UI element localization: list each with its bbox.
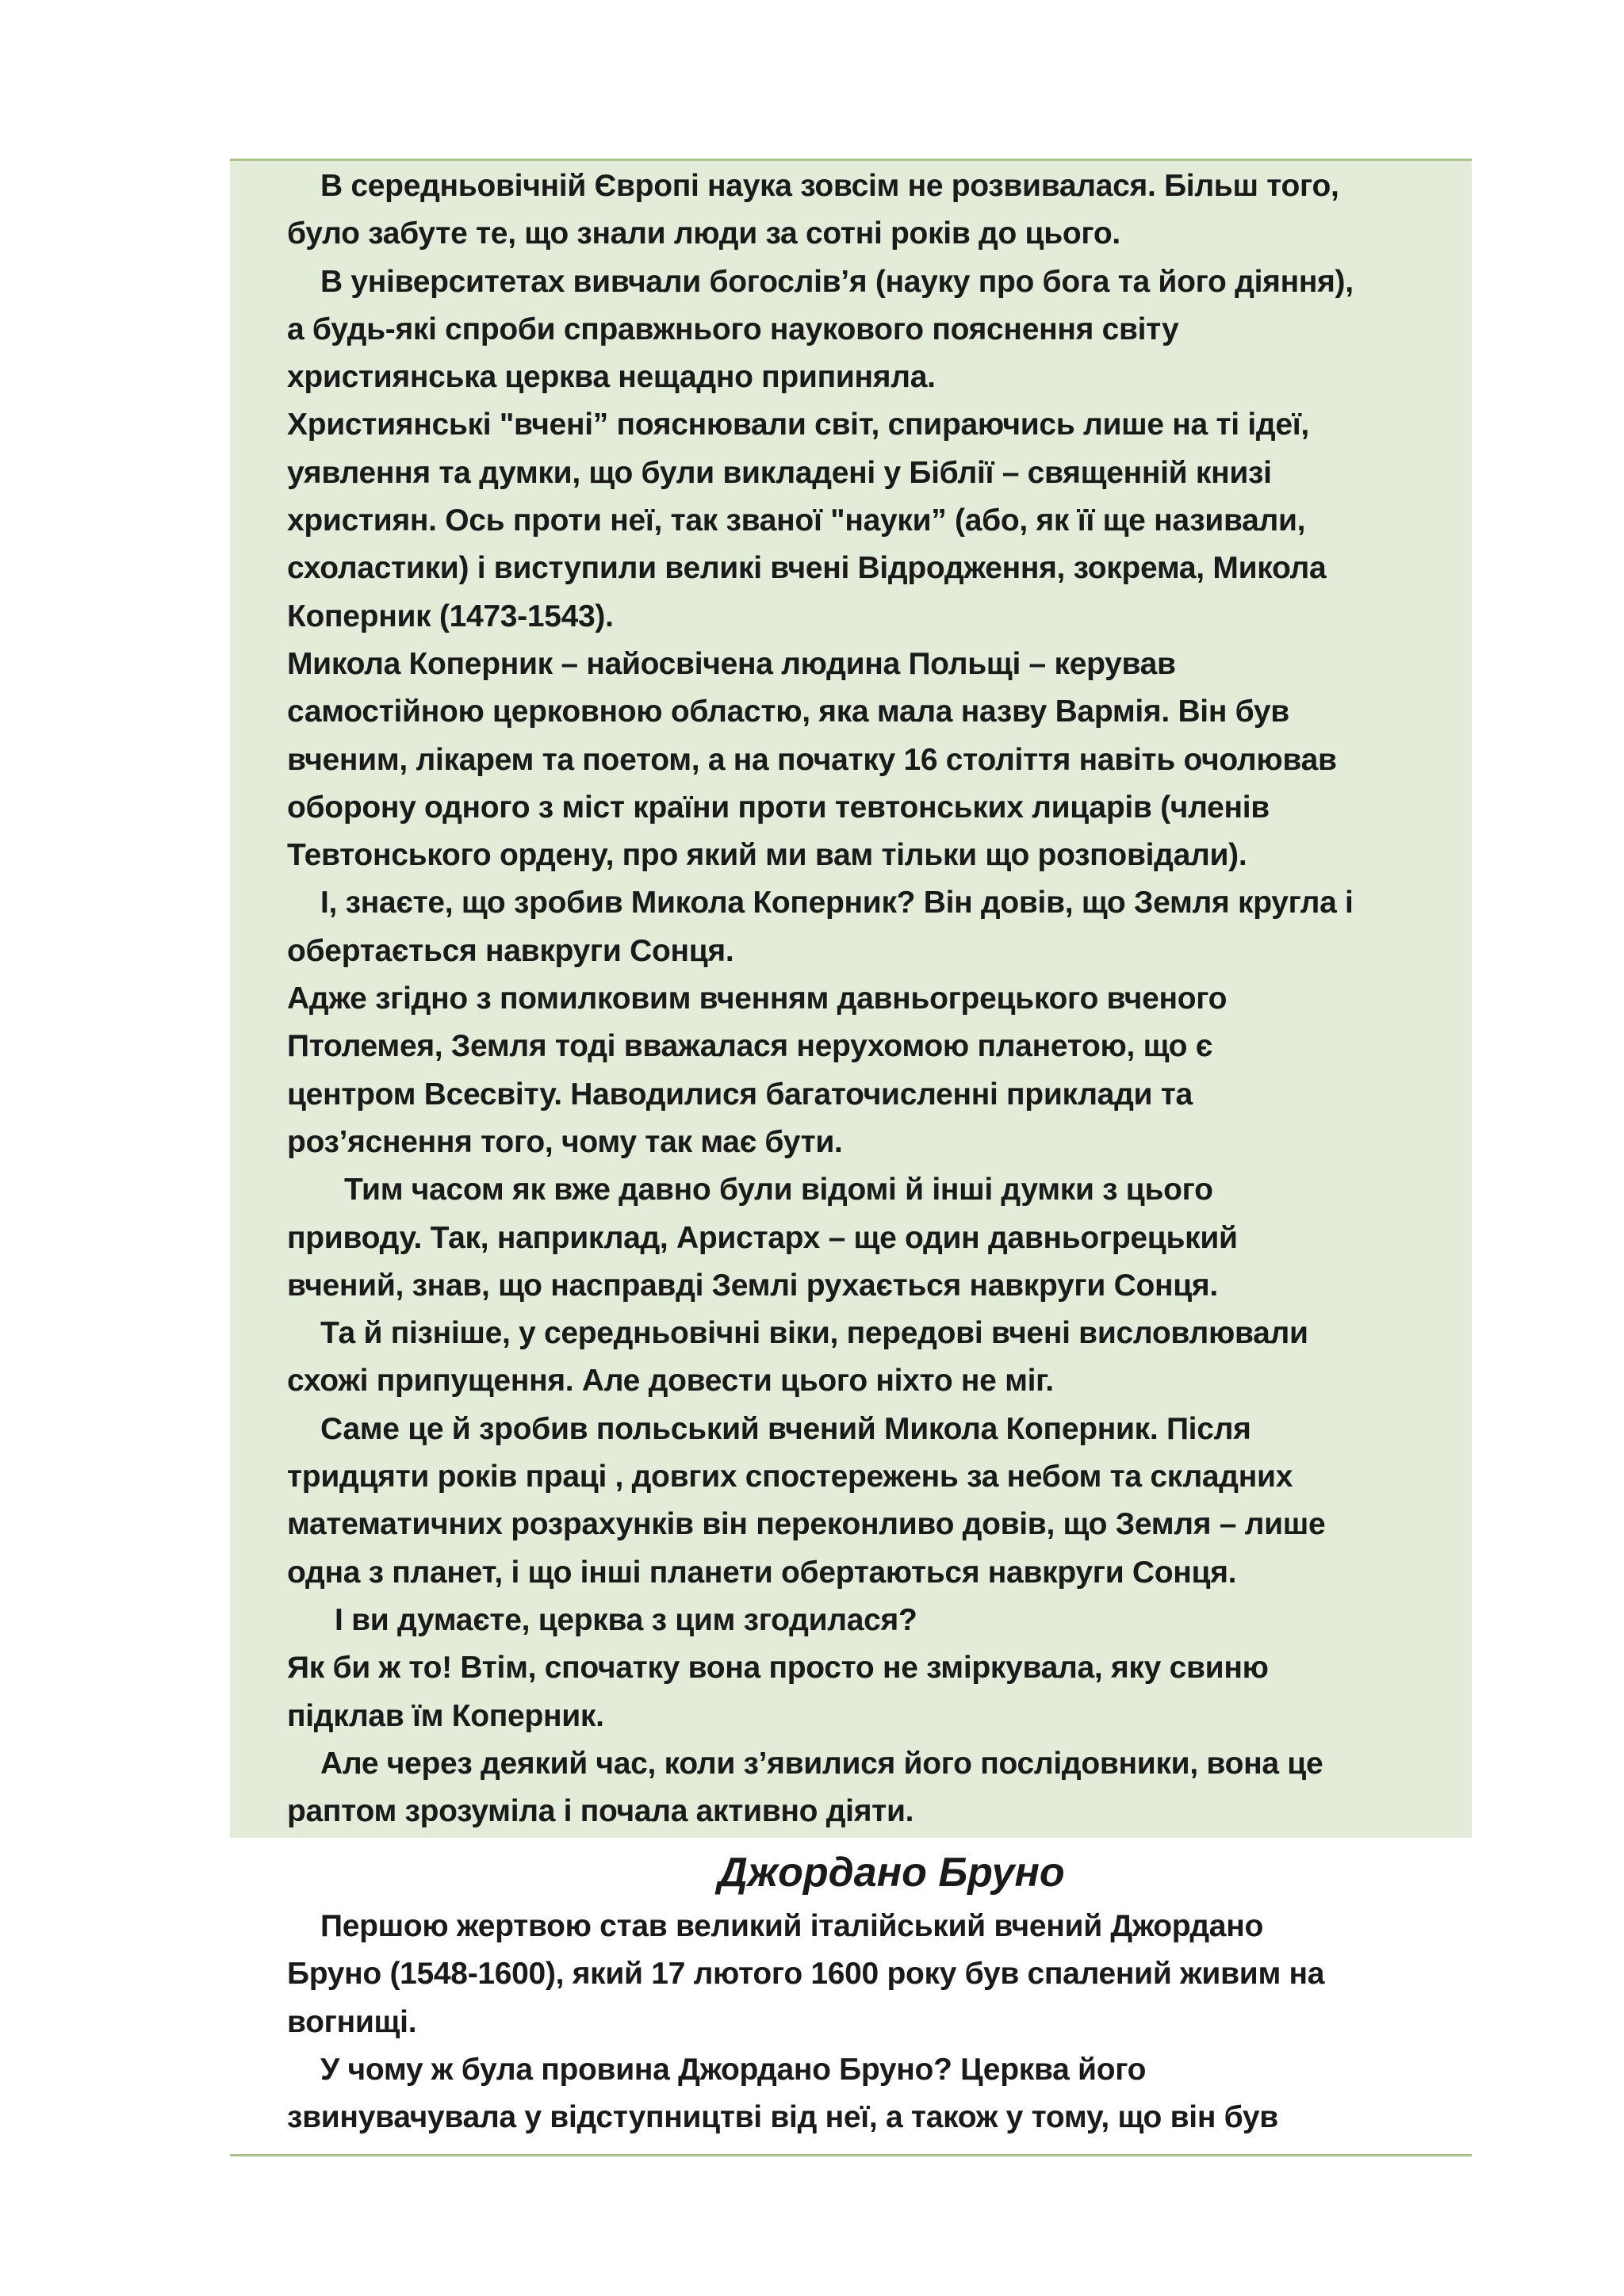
text-line: В середньовічній Європі наука зовсім не розвивалася. Більш того, [320, 169, 1339, 203]
text-line: центром Всесвіту. Наводилися багаточисленні приклади та [287, 1077, 1193, 1112]
text-line: вченим, лікарем та поетом, а на початку 16 століття навіть очолював [287, 742, 1337, 777]
text-line: Адже згідно з помилковим вченням давньогрецького вченого [287, 982, 1228, 1016]
text-line: приводу. Так, наприклад, Аристарх – ще один давньогрецький [287, 1220, 1238, 1255]
text-line: християн. Ось проти неї, так званої "науки” (або, як її ще називали, [287, 503, 1306, 538]
bottom-rule [230, 2154, 1472, 2156]
text-line: роз’яснення того, чому так має бути. [287, 1124, 843, 1159]
text-line: Тевтонського ордену, про який ми вам тільки що розповідали). [287, 838, 1247, 873]
text-line: схожі припущення. Але довести цього ніхто не міг. [287, 1364, 1054, 1399]
text-line: У чому ж була провина Джордано Бруно? Церква його [320, 2052, 1147, 2087]
text-line: самостійною церковною областю, яка мала назву Вармія. Він був [287, 695, 1289, 729]
main-paragraphs [287, 163, 1469, 1835]
text-line: математичних розрахунків він переконливо довів, що Земля – лише [287, 1507, 1326, 1542]
text-line: І ви думаєте, церква з цим згодилася? [335, 1602, 917, 1637]
text-line: Коперник (1473-1543). [287, 599, 614, 633]
text-line: одна з планет, і що інші планети обертаються навкруги Сонця. [287, 1555, 1237, 1590]
text-line: було забуте те, що знали люди за сотні років до цього. [287, 216, 1120, 251]
text-line: Та й пізніше, у середньовічні віки, передові вчені висловлювали [320, 1316, 1308, 1351]
text-line: християнська церква нещадно припиняла. [287, 360, 936, 395]
text-line: Птолемея, Земля тоді вважалася нерухомою планетою, що є [287, 1029, 1212, 1064]
section-heading: Джордано Бруно [718, 1850, 1065, 1896]
text-line: вогнищі. [287, 2004, 417, 2039]
text-line: звинувачувала у відступництві від неї, а також у тому, що він був [287, 2100, 1278, 2135]
text-line: Першою жертвою став великий італійський вчений Джордано [320, 1909, 1263, 1943]
text-line: І, знаєте, що зробив Микола Коперник? Він довів, що Земля кругла і [320, 886, 1354, 920]
text-line: Як би ж то! Втім, спочатку вона просто не зміркувала, яку свиню [287, 1651, 1269, 1686]
text-line: обертається навкруги Сонця. [287, 933, 734, 968]
text-line: Але через деякий час, коли з’явилися його послідовники, вона це [320, 1746, 1323, 1781]
text-line: Микола Коперник – найосвічена людина Польщі – керував [287, 646, 1176, 681]
text-line: підклав їм Коперник. [287, 1698, 604, 1733]
text-line: Саме це й зробив польський вчений Микола Коперник. Після [320, 1411, 1251, 1446]
text-line: Християнські "вчені” пояснювали світ, спираючись лише на ті ідеї, [287, 408, 1309, 442]
bruno-paragraphs [287, 1903, 1469, 2141]
text-line: схоластики) і виступили великі вчені Відродження, зокрема, Микола [287, 551, 1327, 586]
text-line: оборону одного з міст країни проти тевтонських лицарів (членів [287, 790, 1270, 825]
text-line: Тим часом як вже давно були відомі й інші думки з цього [344, 1173, 1213, 1207]
text-line: раптом зрозуміла і почала активно діяти. [287, 1794, 914, 1829]
text-line: вчений, знав, що насправді Землі рухається навкруги Сонця. [287, 1268, 1218, 1303]
text-line: уявлення та думки, що були викладені у Біблії – священній книзі [287, 455, 1272, 490]
text-line: а будь-які спроби справжнього наукового пояснення світу [287, 312, 1179, 346]
text-line: В університетах вивчали богослів’я (науку про бога та його діяння), [320, 264, 1354, 299]
text-line: Бруно (1548-1600), який 17 лютого 1600 року був спалений живим на [287, 1957, 1325, 1992]
text-line: тридцяти років праці , довгих спостережень за небом та складних [287, 1460, 1293, 1494]
